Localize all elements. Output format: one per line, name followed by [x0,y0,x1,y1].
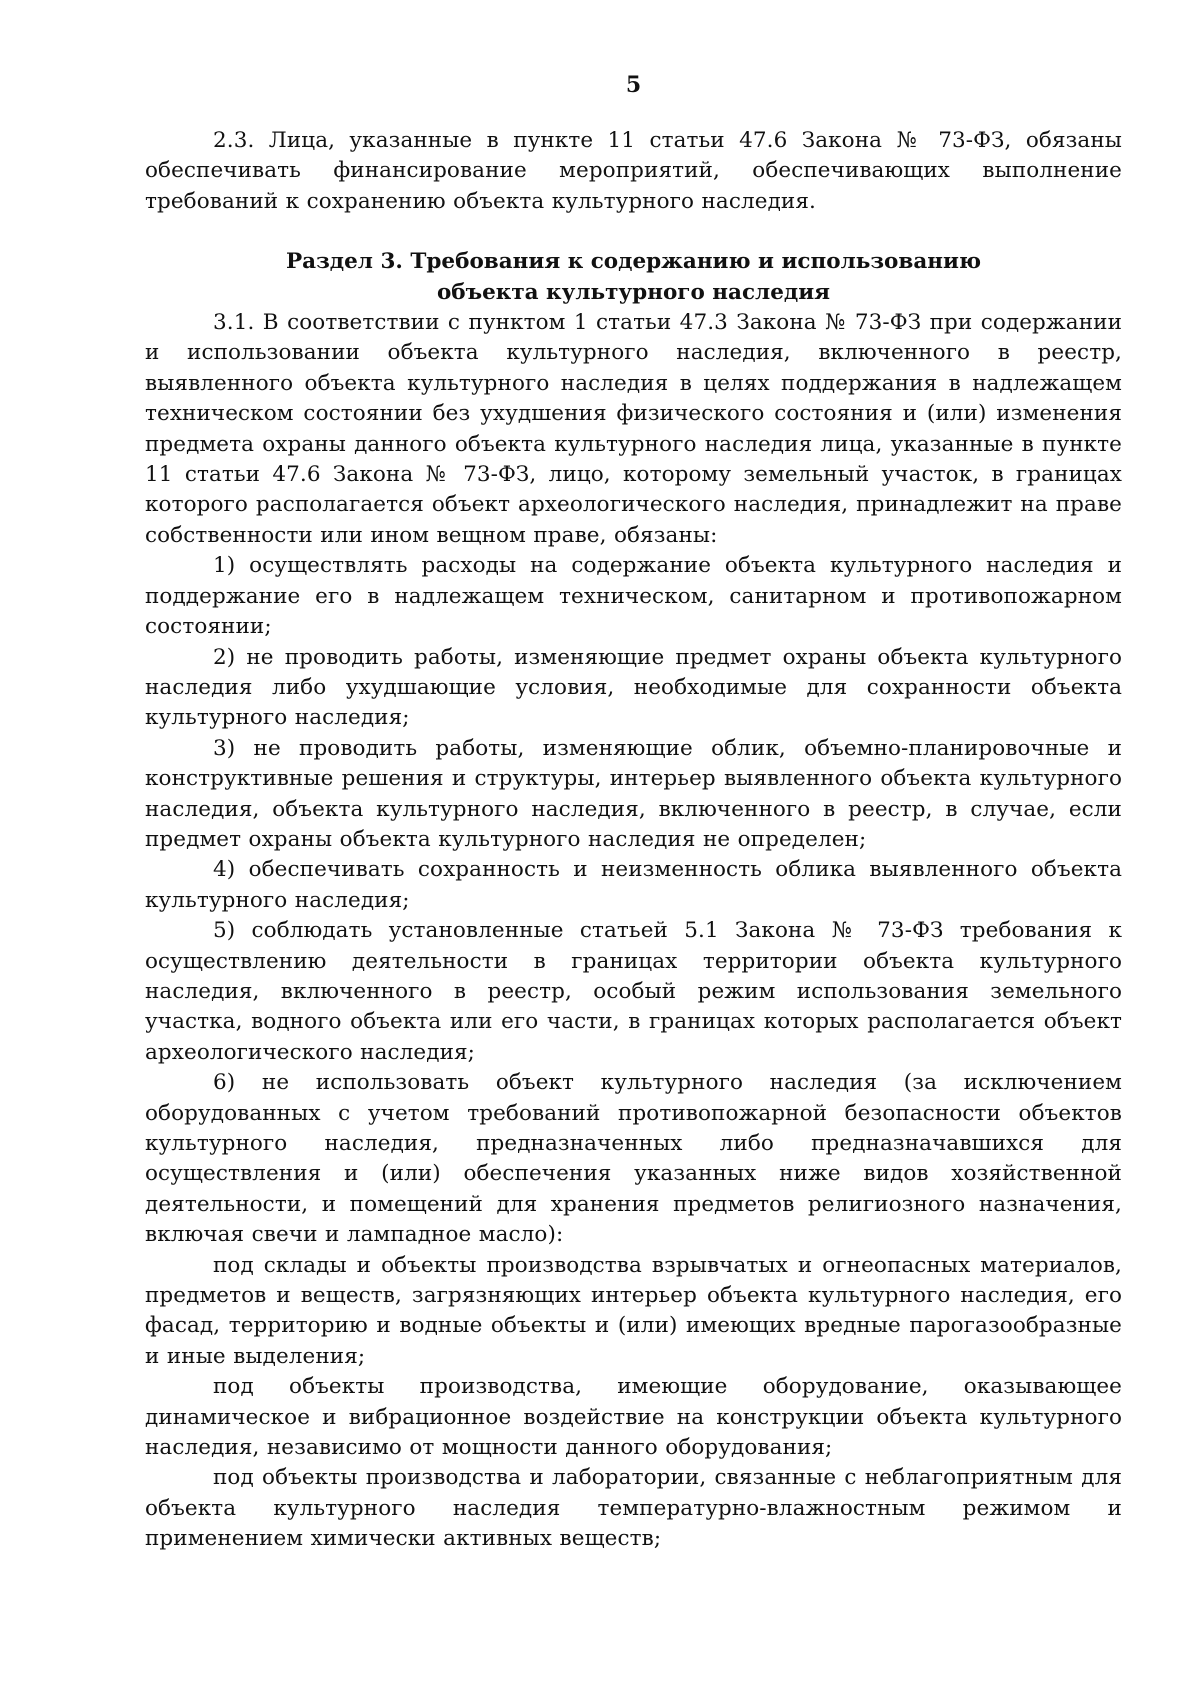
section-heading [145,247,1122,308]
list-item-1: 1) осуществлять расходы на содержание объекта культурного наследия и поддержание его в надлежащем техническом, санитарном и противопожарном состоянии; [145,553,1122,640]
list-item-5: 5) соблюдать установленные статьей 5.1 Закона № 73-ФЗ требования к осуществлению деятельности в границах территории объекта культурного наследия, включенного в реестр, особый режим использования земельного участка, водного объекта или его части, в границах которых располагается объект археологического наследия; [145,918,1122,1065]
paragraph-2-3: 2.3. Лица, указанные в пункте 11 статьи 47.6 Закона № 73-ФЗ, обязаны обеспечивать финансирование мероприятий, обеспечивающих выполнение требований к сохранению объекта культурного наследия. [145,128,1122,214]
list-item-3: 3) не проводить работы, изменяющие облик, объемно-планировочные и конструктивные решения и структуры, интерьер выявленного объекта культурного наследия, объекта культурного наследия, включенного в реестр, в случае, если предмет охраны объекта культурного наследия не определен; [145,735,1122,852]
sub-item-warehouses: под склады и объекты производства взрывчатых и огнеопасных материалов, предметов и веществ, загрязняющих интерьер объекта культурного наследия, его фасад, территорию и водные объекты и (или) имеющих вредные парогазообразные и иные выделения; [145,1252,1122,1369]
section-heading-line-1: Раздел 3. Требования к содержанию и использованию [285,249,981,275]
document-page [145,70,1122,1555]
page-number: 5 [625,72,642,98]
sub-item-production-equipment: под объекты производства, имеющие оборудование, оказывающее динамическое и вибрационное воздействие на конструкции объекта культурного наследия, независимо от мощности данного оборудования; [145,1374,1122,1461]
list-item-6: 6) не использовать объект культурного наследия (за исключением оборудованных с учетом требований противопожарной безопасности объектов культурного наследия, предназначенных либо предназначавшихся для осуществления и (или) обеспечения указанных ниже видов хозяйственной деятельности, и помещений для хранения предметов религиозного назначения, включая свечи и лампадное масло): [145,1070,1122,1248]
section-heading-line-2: объекта культурного наследия [436,279,831,305]
list-item-4: 4) обеспечивать сохранность и неизменность облика выявленного объекта культурного наследия; [145,857,1122,913]
list-item-2: 2) не проводить работы, изменяющие предмет охраны объекта культурного наследия либо ухудшающие условия, необходимые для сохранности объекта культурного наследия; [145,644,1122,731]
paragraph-3-1: 3.1. В соответствии с пунктом 1 статьи 47.3 Закона № 73-ФЗ при содержании и использовании объекта культурного наследия, включенного в реестр, выявленного объекта культурного наследия в целях поддержания в надлежащем техническом состоянии без ухудшения физического состояния и (или) изменения предмета охраны данного объекта культурного наследия лица, указанные в пункте 11 статьи 47.6 Закона № 73-ФЗ, лицо, которому земельный участок, в границах которого располагается объект археологического наследия, принадлежит на праве собственности или ином вещном праве, обязаны: [145,310,1122,548]
sub-item-laboratories: под объекты производства и лаборатории, связанные с неблагоприятным для объекта культурного наследия температурно-влажностным режимом и применением химически активных веществ; [145,1465,1122,1552]
